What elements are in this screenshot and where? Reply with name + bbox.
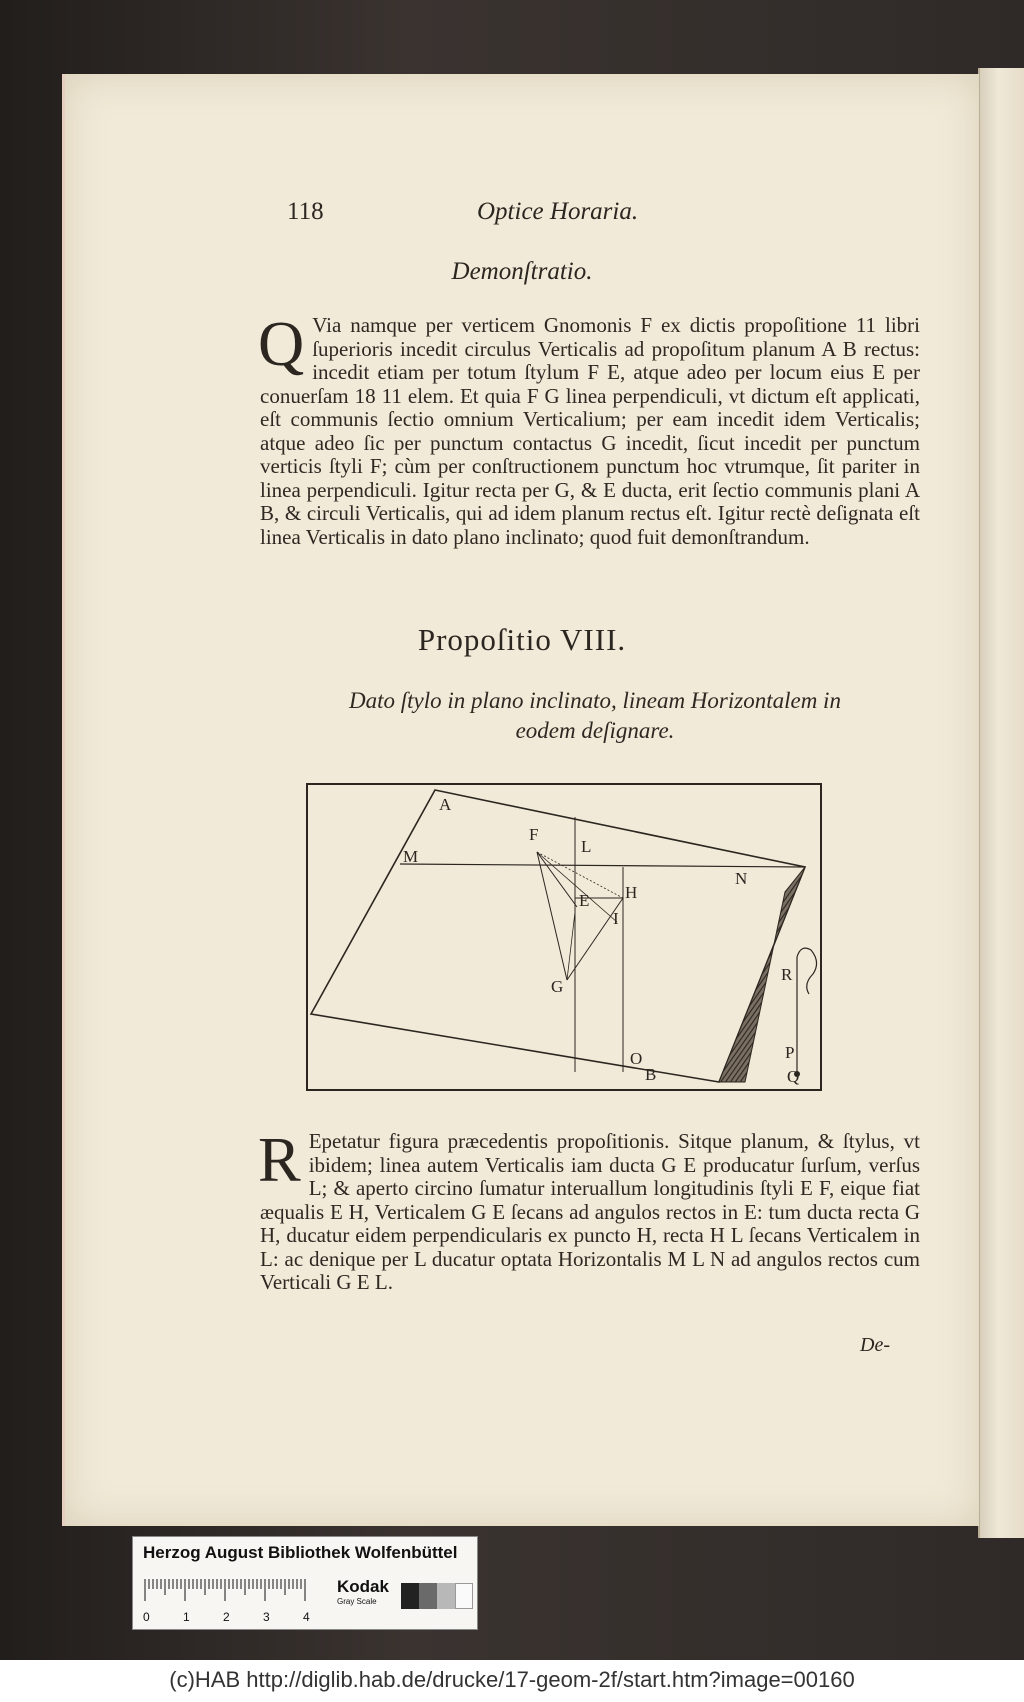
line-hi xyxy=(537,852,617,922)
footer-caption: (c)HAB http://diglib.hab.de/drucke/17-geom-2f/start.htm?image=00160 xyxy=(169,1667,855,1692)
figure-label-a: A xyxy=(439,795,452,814)
centimeter-ruler xyxy=(143,1575,323,1625)
geometric-figure xyxy=(305,782,825,1094)
figure-label-b: B xyxy=(645,1065,657,1084)
color-calibration-card xyxy=(132,1536,478,1630)
ruler-number-4: 4 xyxy=(303,1610,310,1624)
figure-label-m: M xyxy=(403,847,419,866)
dropcap-q: Q xyxy=(258,308,305,379)
running-head xyxy=(65,198,979,238)
catchword: De- xyxy=(860,1334,890,1356)
figure-label-l: L xyxy=(581,837,592,856)
plumb-line-fg xyxy=(537,852,567,980)
figure-label-q: Q xyxy=(787,1067,800,1086)
figure-label-e: E xyxy=(579,891,590,910)
paragraph-construction xyxy=(258,1124,920,1295)
proposition-heading: Propoſitio VIII. xyxy=(417,622,627,657)
card-title: Herzog August Bibliothek Wolfenbüttel xyxy=(143,1543,458,1562)
horizontal-line-mln xyxy=(400,864,805,867)
gray-swatch-white xyxy=(455,1583,473,1609)
figure-label-h: H xyxy=(625,883,638,902)
figure-label-p: P xyxy=(785,1043,795,1062)
ruler-number-0: 0 xyxy=(143,1610,150,1624)
plumb-bob-cord xyxy=(797,948,817,1072)
gray-swatch-black xyxy=(401,1583,419,1609)
book-page xyxy=(62,74,979,1526)
gray-swatch-light xyxy=(437,1583,455,1609)
kodak-logo: Kodak xyxy=(337,1577,389,1596)
ruler-number-1: 1 xyxy=(183,1610,190,1624)
page-number: 118 xyxy=(287,198,324,225)
facing-page-edge xyxy=(978,68,1024,1538)
paragraph-demonstration xyxy=(258,308,920,549)
demonstratio-heading: Demonſtratio. xyxy=(451,258,593,285)
figure-label-f: F xyxy=(529,825,539,844)
running-title: Optice Horaria. xyxy=(477,198,639,225)
figure-label-n: N xyxy=(735,869,748,888)
figure-label-i: I xyxy=(613,909,619,928)
grayscale-label: Gray Scale xyxy=(337,1597,377,1606)
figure-label-r: R xyxy=(781,965,793,984)
figure-label-o: O xyxy=(630,1049,643,1068)
ruler-number-2: 2 xyxy=(223,1610,230,1624)
proposition-enunciation xyxy=(255,686,935,746)
dropcap-r: R xyxy=(258,1124,301,1195)
paragraph-construction-text: Epetatur figura præcedentis propoſitionis. Sitque planum, & ſtylus, vt ibidem; linea autem Verticalis iam ducta G E producatur ſurſum, verſus L; & aperto circino ſumatur interuallum longitudinis ſtyli E F, eique fiat æqualis E H, Verticalem G E ſecans ad angulos rectos in E: tum ducta recta G H, ducatur eidem perpendicularis ex puncto H, recta H L ſecans Verticalem in L: ac denique per L ducatur optata Horizontalis M L N ad angulos rectos cum Verticali G E L. xyxy=(260,1129,920,1294)
ruler-number-3: 3 xyxy=(263,1610,270,1624)
gray-swatch-dark xyxy=(419,1583,437,1609)
figure-label-g: G xyxy=(551,977,564,996)
paragraph-demonstration-text: Via namque per verticem Gnomonis F ex dictis propoſitione 11 libri ſuperioris incedit circulus Verticalis ad propoſitum planum A B rectus: incedit etiam per totum ſtylum F E, atque adeo per locum eius E per conuerſam 18 11 elem. Et quia F G linea perpendiculi, vt dictum eſt applicati, eſt communis ſectio omnium Verticalium; per eam incedit idem Verticalis; atque adeo ſic per punctum contactus G incedit, ſicut incedit per punctum verticis ſtyli F; cùm per conſtructionem punctum hoc vtrumque, ſit pariter in linea perpendiculi. Igitur recta per G, & E ducta, erit ſectio communis plani A B, & circuli Verticalis, qui ad idem planum rectus eſt. Igitur rectè deſignata eſt linea Verticalis in dato plano inclinato; quod fuit demonſtrandum. xyxy=(260,313,920,549)
enunciation-line-1: Dato ſtylo in plano inclinato, lineam Horizontalem in xyxy=(349,688,841,713)
inclined-plane xyxy=(311,790,805,1082)
footer-bar xyxy=(0,1660,1024,1702)
enunciation-line-2: eodem deſignare. xyxy=(515,718,675,743)
